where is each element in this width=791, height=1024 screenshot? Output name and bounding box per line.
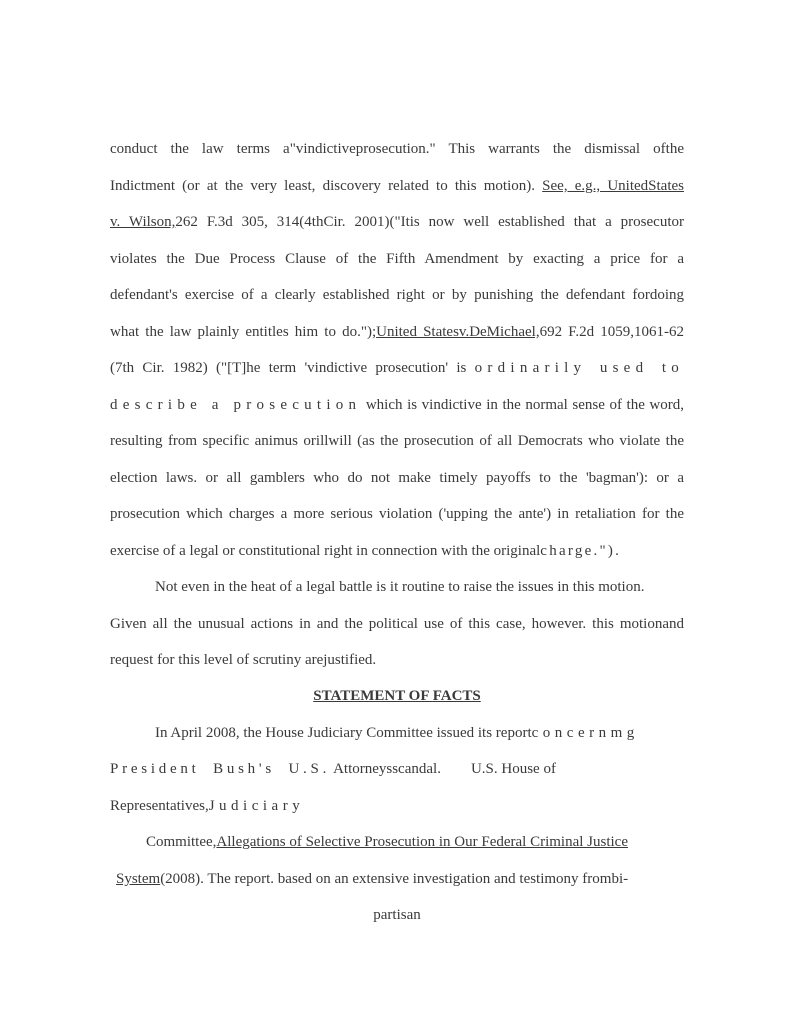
text-line	[110, 139, 684, 159]
line-text: exercise of a legal or constitutional right in connection with the original	[110, 543, 541, 559]
line-text: which is vindictive in the normal sense of the word,	[365, 397, 684, 413]
line-text: In April 2008, the House Judiciary Committee issued its report	[155, 725, 532, 741]
line-text: Not even in the heat of a legal battle is it routine to raise the issues in this motion.	[155, 579, 645, 595]
report-title: System	[116, 871, 161, 887]
case-name: v. Wilson,	[110, 214, 176, 230]
text-line	[110, 322, 684, 342]
line-text: Given all the unusual actions in and the political use of this case, however. this motionand	[110, 616, 684, 632]
case-name: United Statesv.DeMichael,	[376, 324, 540, 340]
line-text: election laws. or all gamblers who do not make timely payoffs to the 'bagman'): or a	[110, 470, 684, 486]
line-text: 692 F.2d 1059,1061-62	[539, 324, 684, 340]
text-line	[110, 431, 684, 451]
text-line	[110, 796, 684, 816]
line-text: violates the Due Process Clause of the Fifth Amendment by exacting a price for a	[110, 251, 684, 267]
text-line	[155, 577, 685, 597]
spaced-text: charge.").	[540, 543, 622, 559]
line-text: prosecution which charges a more serious violation ('upping the ante') in retaliation for the	[110, 506, 684, 522]
line-text: partisan	[373, 907, 421, 923]
spaced-text: concernmg	[531, 725, 639, 741]
report-title: Allegations of Selective Prosecution in Our Federal Criminal Justice	[216, 834, 628, 850]
spaced-text: President Bush's U.S.	[110, 761, 331, 777]
text-line	[110, 358, 684, 378]
text-line	[146, 832, 666, 852]
text-line	[110, 468, 684, 488]
text-line	[110, 176, 684, 196]
spaced-text: describe a prosecution	[110, 397, 362, 413]
line-text: request for this level of scrutiny arejustified.	[110, 652, 377, 668]
line-text: 262 F.3d 305, 314(4thCir. 2001)("Itis now well established that a prosecutor	[175, 214, 684, 230]
text-line	[110, 905, 684, 925]
text-line	[110, 541, 684, 561]
text-line	[110, 650, 684, 670]
line-text: what the law plainly entitles him to do.");	[110, 324, 377, 340]
text-line	[110, 395, 684, 415]
spaced-text: ordinarily used to	[474, 360, 684, 376]
line-text: Attorneysscandal.	[330, 761, 441, 777]
text-line	[110, 285, 684, 305]
line-text: defendant's exercise of a clearly established right or by punishing the defendant fordoing	[110, 287, 684, 303]
line-text: Committee,	[146, 834, 217, 850]
citation-signal: See, e.g., UnitedStates	[542, 178, 684, 194]
text-line	[110, 759, 630, 779]
line-text: Representatives,	[110, 798, 209, 814]
section-heading: STATEMENT OF FACTS	[313, 688, 481, 704]
text-line	[110, 504, 684, 524]
line-text: (2008). The report. based on an extensive investigation and testimony frombi-	[160, 871, 629, 887]
spaced-text: Judiciary	[208, 798, 305, 814]
line-text: resulting from specific animus orillwill (as the prosecution of all Democrats who violate the	[110, 433, 684, 449]
text-line	[110, 249, 684, 269]
text-line	[110, 212, 684, 232]
text-line	[155, 723, 685, 743]
line-text: (7th Cir. 1982) ("[T]he term 'vindictive prosecution' is	[110, 360, 467, 376]
text-line	[110, 614, 684, 634]
text-line	[116, 869, 684, 889]
line-text: U.S. House of	[470, 761, 556, 777]
line-text: conduct the law terms a"vindictiveprosecution." This warrants the dismissal ofthe	[110, 141, 684, 157]
line-text: Indictment (or at the very least, discovery related to this motion).	[110, 178, 543, 194]
